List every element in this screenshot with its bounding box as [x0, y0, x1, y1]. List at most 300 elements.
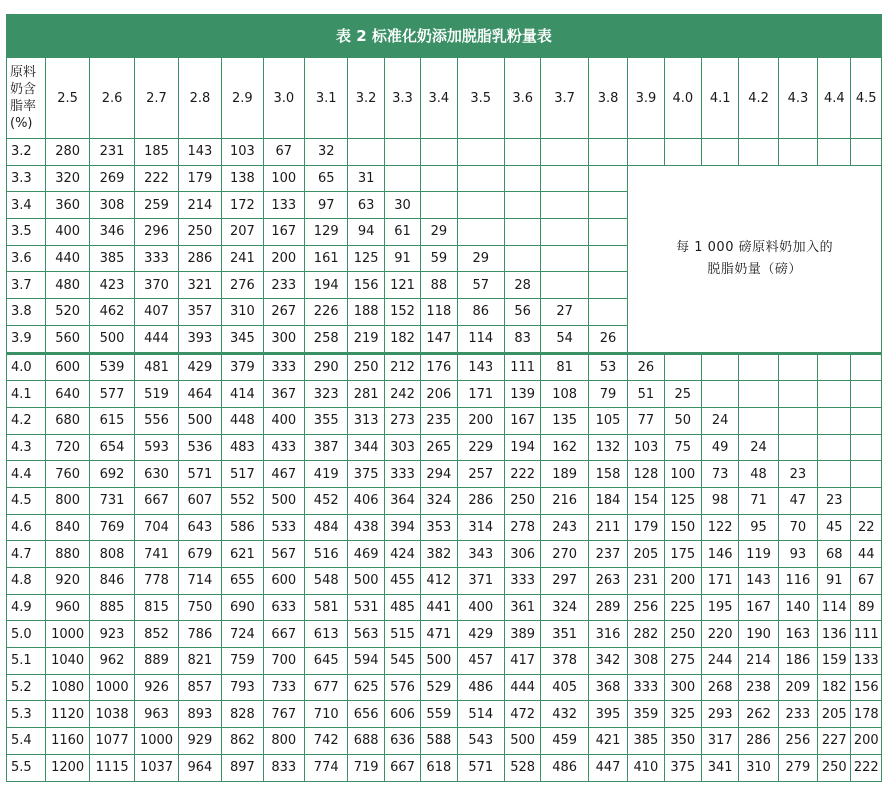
table-cell: 186: [778, 648, 817, 675]
table-cell: 152: [384, 299, 420, 326]
table-cell: 119: [739, 541, 778, 568]
table-cell: 444: [135, 325, 178, 353]
table-cell: 256: [628, 594, 664, 621]
table-cell: 364: [384, 487, 420, 514]
table-cell: 625: [348, 674, 384, 701]
table-cell: 138: [222, 165, 263, 192]
table-cell: 774: [305, 754, 348, 781]
table-cell: 290: [305, 353, 348, 381]
table-cell: [541, 272, 588, 299]
table-cell: 308: [89, 192, 134, 219]
table-cell: 54: [541, 325, 588, 353]
row-header: 4.7: [7, 541, 46, 568]
table-cell: 136: [818, 621, 851, 648]
table-cell: 481: [135, 353, 178, 381]
table-cell: 189: [541, 461, 588, 488]
table-cell: [505, 245, 541, 272]
table-cell: 143: [457, 353, 504, 381]
table-cell: 231: [89, 139, 134, 166]
row-header: 4.2: [7, 407, 46, 434]
table-cell: [384, 165, 420, 192]
table-cell: 323: [305, 381, 348, 408]
table-cell: 143: [178, 139, 221, 166]
table-cell: 929: [178, 728, 221, 755]
header-row: [7, 58, 882, 139]
table-cell: 29: [421, 219, 457, 246]
table-cell: 179: [628, 514, 664, 541]
table-cell: 586: [222, 514, 263, 541]
table-cell: 371: [457, 568, 504, 595]
table-cell: [588, 165, 627, 192]
table-container: [6, 14, 882, 782]
table-cell: 63: [348, 192, 384, 219]
column-header: 2.6: [89, 58, 134, 139]
column-header: 4.4: [818, 58, 851, 139]
table-cell: 286: [457, 487, 504, 514]
table-cell: 483: [222, 434, 263, 461]
table-cell: 250: [505, 487, 541, 514]
row-header: 4.6: [7, 514, 46, 541]
row-header: 4.1: [7, 381, 46, 408]
table-cell: 923: [89, 621, 134, 648]
column-header: 2.7: [135, 58, 178, 139]
table-cell: 156: [348, 272, 384, 299]
table-cell: 424: [384, 541, 420, 568]
table-cell: 600: [263, 568, 304, 595]
table-cell: 306: [505, 541, 541, 568]
table-cell: 125: [664, 487, 701, 514]
table-cell: 607: [178, 487, 221, 514]
table-cell: 194: [505, 434, 541, 461]
table-cell: 171: [457, 381, 504, 408]
table-cell: 667: [135, 487, 178, 514]
column-header: 4.2: [739, 58, 778, 139]
row-header: 4.0: [7, 353, 46, 381]
table-cell: [851, 407, 882, 434]
table-cell: 355: [305, 407, 348, 434]
row-header: 4.4: [7, 461, 46, 488]
table-cell: 786: [178, 621, 221, 648]
table-cell: 279: [778, 754, 817, 781]
table-cell: 100: [664, 461, 701, 488]
table-cell: 621: [222, 541, 263, 568]
table-cell: 167: [739, 594, 778, 621]
row-header: 5.5: [7, 754, 46, 781]
table-cell: 293: [701, 701, 738, 728]
table-cell: 448: [222, 407, 263, 434]
table-cell: 800: [46, 487, 89, 514]
table-cell: 679: [178, 541, 221, 568]
table-cell: 175: [664, 541, 701, 568]
column-header: 4.0: [664, 58, 701, 139]
table-cell: [818, 407, 851, 434]
table-cell: 59: [421, 245, 457, 272]
table-cell: 618: [421, 754, 457, 781]
table-cell: 250: [178, 219, 221, 246]
table-cell: 57: [457, 272, 504, 299]
row-header: 5.3: [7, 701, 46, 728]
table-cell: 563: [348, 621, 384, 648]
table-cell: 235: [421, 407, 457, 434]
table-row: [7, 568, 882, 595]
table-row: [7, 434, 882, 461]
table-cell: 360: [46, 192, 89, 219]
corner-header-line: (%): [10, 116, 33, 131]
row-header: 3.5: [7, 219, 46, 246]
table-cell: 410: [628, 754, 664, 781]
column-header: 3.5: [457, 58, 504, 139]
table-cell: 222: [851, 754, 882, 781]
table-cell: 857: [178, 674, 221, 701]
table-cell: 444: [505, 674, 541, 701]
column-header: 2.8: [178, 58, 221, 139]
table-cell: 314: [457, 514, 504, 541]
table-cell: 125: [348, 245, 384, 272]
table-cell: [505, 219, 541, 246]
column-header: 3.8: [588, 58, 627, 139]
table-cell: 543: [457, 728, 504, 755]
table-cell: 67: [263, 139, 304, 166]
table-cell: 289: [588, 594, 627, 621]
table-cell: 1160: [46, 728, 89, 755]
table-cell: [818, 434, 851, 461]
table-cell: 724: [222, 621, 263, 648]
table-cell: [421, 165, 457, 192]
table-cell: [739, 139, 778, 166]
table-cell: 357: [178, 299, 221, 326]
table-cell: [851, 353, 882, 381]
table-cell: 459: [541, 728, 588, 755]
table-cell: 81: [541, 353, 588, 381]
table-cell: 256: [778, 728, 817, 755]
table-cell: 83: [505, 325, 541, 353]
row-header: 5.4: [7, 728, 46, 755]
table-cell: 1000: [135, 728, 178, 755]
table-cell: 800: [263, 728, 304, 755]
table-cell: 342: [588, 648, 627, 675]
table-cell: 93: [778, 541, 817, 568]
table-cell: 615: [89, 407, 134, 434]
table-cell: 51: [628, 381, 664, 408]
table-cell: 238: [739, 674, 778, 701]
table-cell: 140: [778, 594, 817, 621]
table-cell: 259: [135, 192, 178, 219]
column-header: 3.2: [348, 58, 384, 139]
table-cell: 179: [178, 165, 221, 192]
table-cell: 75: [664, 434, 701, 461]
table-cell: 200: [664, 568, 701, 595]
table-cell: 45: [818, 514, 851, 541]
table-cell: 733: [263, 674, 304, 701]
table-cell: 613: [305, 621, 348, 648]
table-row: [7, 139, 882, 166]
table-cell: 114: [818, 594, 851, 621]
table-cell: 750: [178, 594, 221, 621]
table-cell: 846: [89, 568, 134, 595]
table-cell: 471: [421, 621, 457, 648]
table-cell: 960: [46, 594, 89, 621]
table-cell: 53: [588, 353, 627, 381]
table-cell: [739, 353, 778, 381]
table-cell: [541, 245, 588, 272]
table-cell: 313: [348, 407, 384, 434]
table-cell: 1040: [46, 648, 89, 675]
table-cell: 645: [305, 648, 348, 675]
table-cell: 26: [628, 353, 664, 381]
table-cell: [457, 139, 504, 166]
table-cell: 400: [46, 219, 89, 246]
table-cell: 361: [505, 594, 541, 621]
table-note: [628, 165, 882, 353]
table-cell: 552: [222, 487, 263, 514]
table-cell: 24: [701, 407, 738, 434]
table-cell: 31: [348, 165, 384, 192]
table-cell: 182: [818, 674, 851, 701]
table-cell: 91: [818, 568, 851, 595]
table-cell: 100: [263, 165, 304, 192]
table-cell: 121: [384, 272, 420, 299]
table-cell: 484: [305, 514, 348, 541]
table-cell: 1077: [89, 728, 134, 755]
table-cell: 351: [541, 621, 588, 648]
table-cell: 571: [178, 461, 221, 488]
table-cell: [628, 139, 664, 166]
table-cell: [588, 139, 627, 166]
table-cell: 28: [505, 272, 541, 299]
table-cell: 389: [505, 621, 541, 648]
table-cell: 556: [135, 407, 178, 434]
table-cell: 114: [457, 325, 504, 353]
table-cell: 692: [89, 461, 134, 488]
table-cell: [778, 353, 817, 381]
table-cell: 833: [263, 754, 304, 781]
table-cell: 195: [701, 594, 738, 621]
table-cell: 97: [305, 192, 348, 219]
table-cell: 308: [628, 648, 664, 675]
table-cell: [505, 139, 541, 166]
table-cell: [851, 381, 882, 408]
table-row: [7, 407, 882, 434]
corner-header-line: 原料: [10, 65, 37, 80]
table-cell: 472: [505, 701, 541, 728]
table-cell: 759: [222, 648, 263, 675]
table-row: [7, 461, 882, 488]
data-table: [6, 57, 882, 782]
table-cell: 216: [541, 487, 588, 514]
table-cell: 143: [739, 568, 778, 595]
table-cell: 324: [541, 594, 588, 621]
table-cell: 243: [541, 514, 588, 541]
table-cell: 226: [305, 299, 348, 326]
table-cell: [457, 219, 504, 246]
table-cell: 88: [421, 272, 457, 299]
table-cell: 108: [541, 381, 588, 408]
table-cell: [588, 219, 627, 246]
table-cell: 778: [135, 568, 178, 595]
table-cell: 258: [305, 325, 348, 353]
column-header: 3.3: [384, 58, 420, 139]
table-cell: 270: [541, 541, 588, 568]
table-cell: 1037: [135, 754, 178, 781]
table-cell: 963: [135, 701, 178, 728]
table-row: [7, 514, 882, 541]
table-cell: 158: [588, 461, 627, 488]
table-cell: [851, 434, 882, 461]
table-cell: 206: [421, 381, 457, 408]
row-header: 3.8: [7, 299, 46, 326]
table-body: [7, 139, 882, 782]
table-cell: 214: [178, 192, 221, 219]
table-cell: 162: [541, 434, 588, 461]
table-cell: 515: [384, 621, 420, 648]
table-cell: 105: [588, 407, 627, 434]
table-cell: 545: [384, 648, 420, 675]
table-cell: 529: [421, 674, 457, 701]
table-cell: 205: [818, 701, 851, 728]
table-cell: 111: [505, 353, 541, 381]
table-cell: 375: [664, 754, 701, 781]
table-cell: 385: [628, 728, 664, 755]
table-cell: 528: [505, 754, 541, 781]
table-cell: 1038: [89, 701, 134, 728]
table-cell: 128: [628, 461, 664, 488]
table-cell: 714: [178, 568, 221, 595]
column-header: 3.4: [421, 58, 457, 139]
table-cell: 26: [588, 325, 627, 353]
table-cell: 394: [384, 514, 420, 541]
column-header: 3.1: [305, 58, 348, 139]
table-cell: 519: [135, 381, 178, 408]
table-cell: 400: [263, 407, 304, 434]
table-cell: [818, 139, 851, 166]
table-cell: 378: [541, 648, 588, 675]
table-cell: 310: [739, 754, 778, 781]
table-cell: 469: [348, 541, 384, 568]
table-cell: [505, 192, 541, 219]
table-cell: 73: [701, 461, 738, 488]
table-cell: 719: [348, 754, 384, 781]
table-cell: 432: [541, 701, 588, 728]
table-cell: 49: [701, 434, 738, 461]
column-header: 3.9: [628, 58, 664, 139]
table-cell: [739, 381, 778, 408]
table-cell: 520: [46, 299, 89, 326]
table-cell: 1120: [46, 701, 89, 728]
table-cell: 98: [701, 487, 738, 514]
table-cell: 581: [305, 594, 348, 621]
table-cell: 897: [222, 754, 263, 781]
table-cell: [588, 192, 627, 219]
table-note-line: 脱脂奶量（磅）: [707, 261, 802, 277]
row-header: 3.2: [7, 139, 46, 166]
table-cell: 129: [305, 219, 348, 246]
table-cell: 250: [818, 754, 851, 781]
table-row: [7, 165, 882, 192]
table-cell: [851, 487, 882, 514]
table-cell: 654: [89, 434, 134, 461]
table-cell: 61: [384, 219, 420, 246]
table-cell: [421, 192, 457, 219]
table-cell: 462: [89, 299, 134, 326]
table-cell: 344: [348, 434, 384, 461]
table-row: [7, 594, 882, 621]
table-cell: 220: [701, 621, 738, 648]
table-cell: [588, 245, 627, 272]
table-cell: [457, 192, 504, 219]
table-cell: [851, 461, 882, 488]
table-cell: 452: [305, 487, 348, 514]
table-cell: [664, 139, 701, 166]
table-cell: 214: [739, 648, 778, 675]
table-cell: 359: [628, 701, 664, 728]
table-cell: 793: [222, 674, 263, 701]
table-cell: 79: [588, 381, 627, 408]
table-cell: [421, 139, 457, 166]
table-cell: 47: [778, 487, 817, 514]
table-title: 表 2 标准化奶添加脱脂乳粉量表: [6, 14, 882, 57]
table-cell: 400: [457, 594, 504, 621]
table-cell: [588, 272, 627, 299]
table-cell: 677: [305, 674, 348, 701]
table-cell: 341: [701, 754, 738, 781]
table-cell: 132: [588, 434, 627, 461]
table-row: [7, 381, 882, 408]
table-cell: 171: [701, 568, 738, 595]
table-cell: 325: [664, 701, 701, 728]
table-cell: 962: [89, 648, 134, 675]
table-cell: 407: [135, 299, 178, 326]
table-cell: 370: [135, 272, 178, 299]
table-cell: 242: [384, 381, 420, 408]
table-cell: 559: [421, 701, 457, 728]
table-cell: [541, 192, 588, 219]
table-cell: 103: [628, 434, 664, 461]
table-cell: 387: [305, 434, 348, 461]
table-cell: 440: [46, 245, 89, 272]
table-cell: [701, 381, 738, 408]
column-header: 2.9: [222, 58, 263, 139]
table-cell: 447: [588, 754, 627, 781]
table-row: [7, 648, 882, 675]
table-row: [7, 621, 882, 648]
table-cell: 880: [46, 541, 89, 568]
table-cell: 889: [135, 648, 178, 675]
table-cell: 150: [664, 514, 701, 541]
table-cell: 229: [457, 434, 504, 461]
table-cell: [505, 165, 541, 192]
table-cell: [701, 353, 738, 381]
table-cell: 593: [135, 434, 178, 461]
table-cell: 412: [421, 568, 457, 595]
table-cell: 333: [384, 461, 420, 488]
table-cell: 333: [505, 568, 541, 595]
table-cell: 281: [348, 381, 384, 408]
table-cell: 167: [505, 407, 541, 434]
table-cell: 178: [851, 701, 882, 728]
table-cell: 417: [505, 648, 541, 675]
table-cell: 94: [348, 219, 384, 246]
table-cell: 276: [222, 272, 263, 299]
table-cell: [664, 353, 701, 381]
corner-header-line: 脂率: [10, 99, 37, 114]
table-cell: 852: [135, 621, 178, 648]
table-cell: 241: [222, 245, 263, 272]
table-row: [7, 487, 882, 514]
table-cell: 419: [305, 461, 348, 488]
table-cell: 316: [588, 621, 627, 648]
table-cell: 95: [739, 514, 778, 541]
table-cell: 167: [263, 219, 304, 246]
